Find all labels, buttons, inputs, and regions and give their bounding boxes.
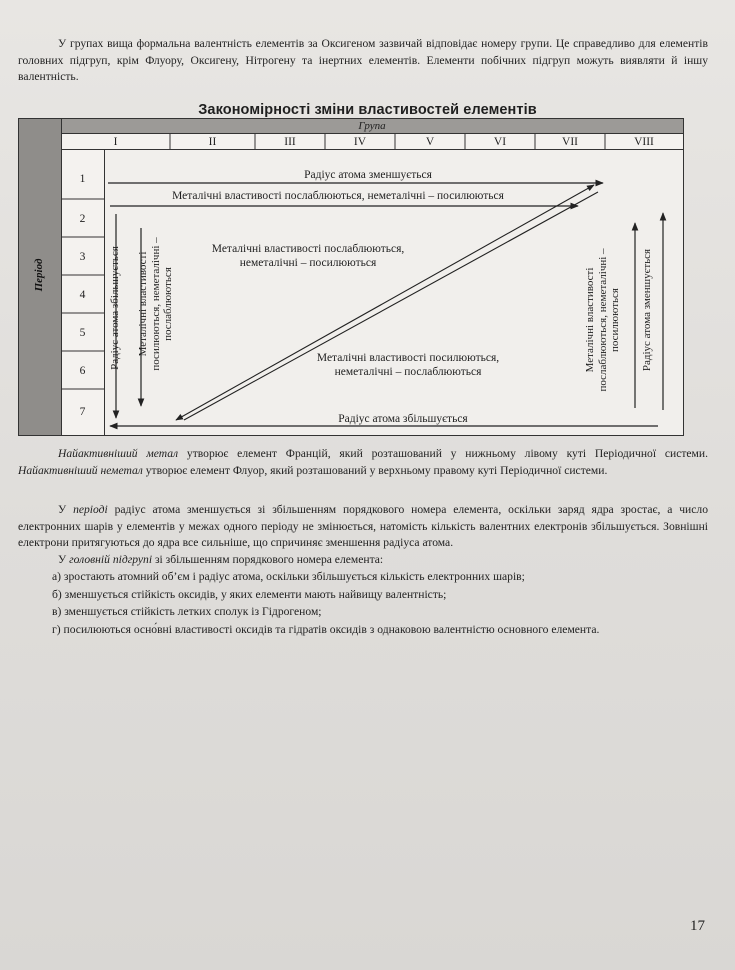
period-number: 5 (79, 327, 86, 339)
active-elements-paragraph (18, 446, 708, 479)
group-number: VI (493, 136, 507, 148)
active-metal-text: утворює елемент Францій, який розташований у нижньому лівому куті Періодичної системи. (178, 447, 708, 460)
list-item: в) зменшується стійкість летких сполук із Гідрогеном; (52, 605, 322, 618)
subgroup-lead: У (58, 553, 70, 566)
bottom-radius-label: Радіус атома збільшується (338, 413, 468, 425)
page-number: 17 (690, 918, 705, 934)
group-header-label: Група (358, 120, 386, 132)
group-number: III (284, 136, 296, 148)
left-metallic-label (137, 229, 177, 379)
term-main-subgroup: головній підгрупі (69, 553, 153, 566)
group-number: V (425, 136, 435, 148)
left-metallic-line: послаблюються (162, 267, 174, 341)
center-upper-label (183, 242, 433, 270)
right-metallic-line: послаблюються, неметалічні – (596, 248, 609, 392)
period-number: 3 (79, 251, 86, 263)
right-radius-label: Радіус атома зменшується (641, 248, 653, 372)
group-number: VIII (634, 136, 654, 148)
group-number: VII (562, 136, 578, 148)
diagram-title: Закономірності зміни властивостей елементів (198, 102, 537, 118)
center-upper-line: Металічні властивості послаблюються, (211, 243, 405, 255)
period-text: радіус атома зменшується зі збільшенням порядкового номера елемента, оскільки заряд ядра зростає, а число електронних шарів у елементів у межах одного періоду не змінюється, натомість кількість валентних електронів збільшується. Зовнішні електрони притягуються до ядра все сильніше, що спричиняє зменшення радіуса атома. (18, 503, 708, 550)
period-number: 7 (79, 406, 86, 418)
left-metallic-line: Металічні властивості (137, 251, 149, 357)
left-radius-label: Радіус атома збільшується (109, 246, 121, 370)
center-lower-line: Металічні властивості посилюються, (316, 352, 500, 364)
active-nonmetal-text: утворює елемент Флуор, який розташований у верхньому правому куті Періодичної системи. (142, 463, 608, 477)
list-item: г) посилюються осно́вні властивості оксидів та гідратів оксидів з однаковою валентністю основного елемента. (52, 622, 600, 636)
intro-paragraph: У групах вища формальна валентність елементів за Оксигеном зазвичай відповідає номеру групи. Це справедливо для елементів головних підгруп, крім Флуору, Оксигену, Нітрогену та інертних елементів. Елементи побічних підгруп можуть виявляти й іншу валентність. (18, 37, 708, 84)
center-upper-line: неметалічні – посилюються (239, 257, 377, 269)
right-metallic-line: Металічні властивості (584, 267, 596, 373)
center-lower-line: неметалічні – послаблюються (334, 366, 482, 378)
left-metallic-line: посилюються, неметалічні – (149, 237, 162, 371)
term-active-metal: Найактивніший метал (58, 447, 179, 460)
top-metallic-label: Металічні властивості послаблюються, неметалічні – посилюються (172, 190, 504, 202)
period-number: 1 (79, 173, 86, 185)
period-paragraph (18, 502, 708, 552)
period-header-label: Період (33, 258, 45, 292)
term-period: періоді (73, 503, 108, 516)
right-metallic-line: посилюються (609, 288, 621, 352)
term-active-nonmetal: Найактивніший неметал (18, 463, 143, 477)
subgroup-paragraph (18, 552, 708, 569)
group-number: II (208, 136, 217, 148)
right-metallic-label (584, 240, 624, 400)
period-number: 2 (79, 213, 86, 225)
properties-list (52, 568, 599, 638)
period-number: 6 (79, 365, 86, 377)
list-item: а) зростають атомний об’єм і радіус атома, оскільки збільшується кількість електронних шарів; (52, 570, 525, 583)
periodic-trends-diagram (18, 118, 684, 436)
period-lead: У (58, 503, 74, 516)
top-radius-label: Радіус атома зменшується (304, 169, 432, 181)
subgroup-text: зі збільшенням порядкового номера елемента: (152, 553, 384, 566)
group-number: I (113, 136, 118, 148)
center-lower-label (283, 351, 533, 379)
period-number: 4 (79, 289, 86, 301)
list-item: б) зменшується стійкість оксидів, у яких елементи мають найвищу валентність; (52, 587, 447, 601)
group-number: IV (353, 136, 367, 148)
